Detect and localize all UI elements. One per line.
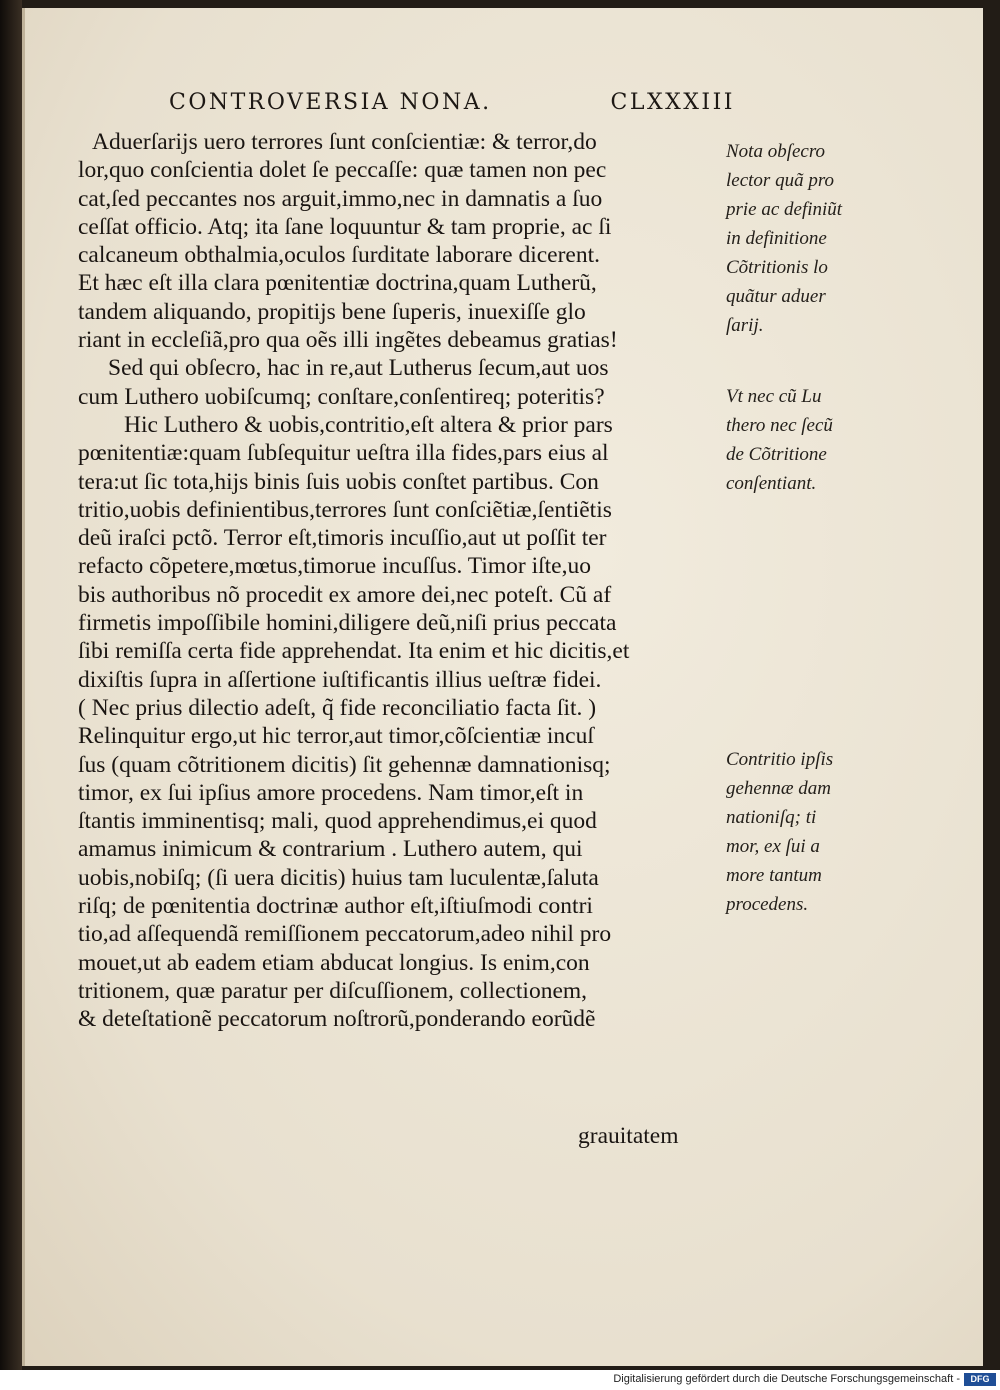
marginal-note-1 [726, 137, 860, 340]
marginal-note-line: Contritio ipſis [726, 749, 834, 770]
marginal-note-line: nationiſq; ti [726, 807, 817, 828]
text-line: ſus (quam cõtritionem dicitis) ſit gehennæ damnationisq; [78, 751, 611, 778]
text-line: timor, ex ſui ipſius amore procedens. Nam timor,eſt in [78, 779, 584, 806]
dfg-logo: DFG [964, 1373, 996, 1386]
text-line: bis authoribus nõ procedit ex amore dei,nec poteſt. Cũ af [78, 581, 612, 608]
marginal-note-2 [726, 382, 860, 498]
text-line: firmetis impoſſibile homini,diligere deũ,niſi prius peccata [78, 610, 617, 637]
marginal-note-line: conſentiant. [726, 473, 817, 494]
marginal-note-line: mor, ex ſui a [726, 836, 820, 857]
text-line: ſibi remiſſa certa fide apprehendat. Ita enim et hic dicitis,et [78, 638, 630, 665]
text-line: cat,ſed peccantes nos arguit,immo,nec in damnatis a ſuo [78, 185, 603, 212]
text-line: ( Nec prius dilectio adeſt, q̃ fide reconciliatio facta ſit. ) [78, 694, 597, 721]
footer-bar [0, 1370, 1000, 1390]
text-line: pœnitentiæ:quam ſubſequitur ueſtra illa fides,pars eius al [78, 440, 609, 467]
text-line: ceſſat officio. Atq; ita ſane loquuntur & tam proprie, ac ſi [78, 213, 612, 240]
marginal-note-line: Cõtritionis lo [726, 257, 828, 278]
marginal-note-line: ſarij. [726, 315, 764, 336]
marginal-note-line: procedens. [726, 894, 809, 915]
marginal-note-line: quãtur aduer [726, 286, 826, 307]
marginal-note-line: Nota obſecro [726, 141, 826, 162]
text-line: tio,ad aſſequendã remiſſionem peccatorum,adeo nihil pro [78, 921, 612, 948]
text-line: deũ iraſci pctõ. Terror eſt,timoris incuſſio,aut ut poſſit ter [78, 525, 607, 552]
text-line: tera:ut ſic tota,hijs binis ſuis uobis conſtet partibus. Con [78, 468, 599, 495]
text-line: riant in eccleſiã,pro qua oẽs illi ingẽtes debeamus gratias! [78, 327, 618, 354]
text-line: tritionem, quæ paratur per diſcuſſionem, collectionem, [78, 977, 588, 1004]
marginal-note-line: prie ac definiũt [726, 199, 843, 220]
marginal-note-line: thero nec ſecũ [726, 415, 833, 436]
text-line: mouet,ut ab eadem etiam abducat longius. Is enim,con [78, 949, 590, 976]
text-line: dixiſtis ſupra in aſſertione iuſtificantis illius ueſtræ fidei. [78, 666, 602, 693]
marginal-note-line: de Cõtritione [726, 444, 827, 465]
text-line: Hic Luthero & uobis,contritio,eſt altera & prior pars [124, 411, 613, 438]
text-line: cum Luthero uobiſcumq; conſtare,conſentireq; poteritis? [78, 383, 605, 410]
main-text-block [78, 128, 718, 1034]
text-line: lor,quo conſcientia dolet ſe peccaſſe: quæ tamen non pec [78, 157, 607, 184]
text-line: Sed qui obſecro, hac in re,aut Lutherus ſecum,aut uos [108, 355, 609, 382]
text-line: amamus inimicum & contrarium . Luthero autem, qui [78, 836, 583, 863]
text-line: refacto cõpetere,mœtus,timorue incuſſus. Timor iſte,uo [78, 553, 591, 580]
marginal-note-line: lector quã pro [726, 170, 835, 191]
funding-credit: Digitalisierung gefördert durch die Deutsche Forschungsgemeinschaft - [613, 1373, 960, 1385]
text-line: & deteſtationẽ peccatorum noſtrorũ,ponderando eorũdẽ [78, 1006, 596, 1033]
text-line: Aduerſarijs uero terrores ſunt conſcientiæ: & terror,do [92, 129, 597, 155]
running-head-title: CONTROVERSIA NONA. [169, 90, 492, 115]
text-line: tandem aliquando, propitijs bene ſuperis, inuexiſſe glo [78, 298, 586, 325]
marginal-note-line: Vt nec cũ Lu [726, 386, 822, 407]
text-line: tritio,uobis definientibus,terrores ſunt conſciẽtiæ,ſentiẽtis [78, 496, 612, 523]
text-line: ſtantis imminentisq; mali, quod apprehendimus,ei quod [78, 808, 597, 835]
marginal-note-line: gehennæ dam [726, 778, 832, 799]
marginal-note-line: in definitione [726, 228, 827, 249]
text-line: calcaneum obthalmia,oculos ſurditate laborare dicerent. [78, 242, 600, 269]
text-line: Et hæc eſt illa clara pœnitentiæ doctrina,quam Lutherũ, [78, 270, 597, 297]
binding-edge [0, 0, 22, 1370]
marginal-note-line: more tantum [726, 865, 822, 886]
text-line: riſq; de pœnitentia doctrinæ author eſt,iſtiuſmodi contri [78, 893, 593, 920]
text-line: Relinquitur ergo,ut hic terror,aut timor,cõſcientiæ incuſ [78, 723, 594, 750]
text-line: uobis,nobiſq; (ſi uera dicitis) huius tam luculentæ,ſaluta [78, 864, 599, 891]
marginal-note-3 [726, 745, 860, 919]
catchword: grauitatem [578, 1123, 679, 1149]
folio-number: CLXXXIII [610, 90, 735, 115]
